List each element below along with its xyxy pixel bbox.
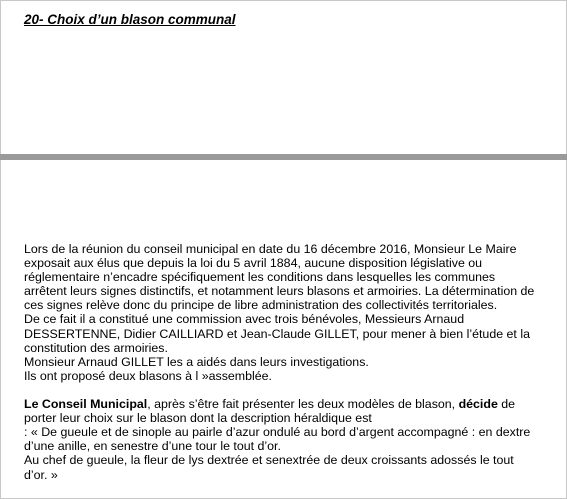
text-line: d’une anille, en senestre d’une tour le tout d’or.	[24, 439, 281, 454]
decision-text: , après s’être fait présenter les deux modèles de blason,	[147, 397, 459, 412]
section-divider	[0, 154, 567, 160]
paragraph-gap	[24, 383, 554, 397]
text-line: Ils ont proposé deux blasons à l »assemblée.	[24, 368, 272, 383]
text-line: d’or. »	[24, 467, 58, 482]
text-line: ces signes relève donc du principe de libre administration des collectivités territoriales.	[24, 298, 498, 313]
text-line: De ce fait il a constitué une commission avec trois bénévoles, Messieurs Arnaud	[24, 312, 465, 327]
text-line: réglementaire n’encadre spécifiquement les conditions dans lesquelles les communes	[24, 270, 496, 285]
text-line: constitution des armoiries.	[24, 340, 168, 355]
council-label: Le Conseil Municipal	[24, 397, 148, 412]
deliberation-text	[24, 242, 554, 482]
decision-first-line	[24, 397, 554, 411]
text-line: : « De gueule et de sinople au pairle d’azur ondulé au bord d’argent accompagné : en dextre	[24, 425, 531, 440]
section-heading: 20- Choix d’un blason communal	[24, 12, 236, 27]
text-line: Au chef de gueule, la fleur de lys dextrée et senextrée de deux croissants adossés le tout	[24, 453, 514, 468]
decide-keyword: décide	[458, 397, 498, 412]
decision-text: de	[497, 397, 516, 412]
text-line: exposait aux élus que depuis la loi du 5 avril 1884, aucune disposition législative ou	[24, 256, 483, 271]
text-line: arrêtent leurs signes distinctifs, et notamment leurs blasons et armoiries. La détermination de	[24, 284, 535, 299]
text-line: DESSERTENNE, Didier CAILLIARD et Jean-Claude GILLET, pour mener à bien l’étude et la	[24, 326, 530, 341]
text-line: Lors de la réunion du conseil municipal en date du 16 décembre 2016, Monsieur Le Maire	[24, 242, 517, 256]
text-line: porter leur choix sur le blason dont la description héraldique est	[24, 411, 372, 426]
text-line: Monsieur Arnaud GILLET les a aidés dans leurs investigations.	[24, 354, 369, 369]
